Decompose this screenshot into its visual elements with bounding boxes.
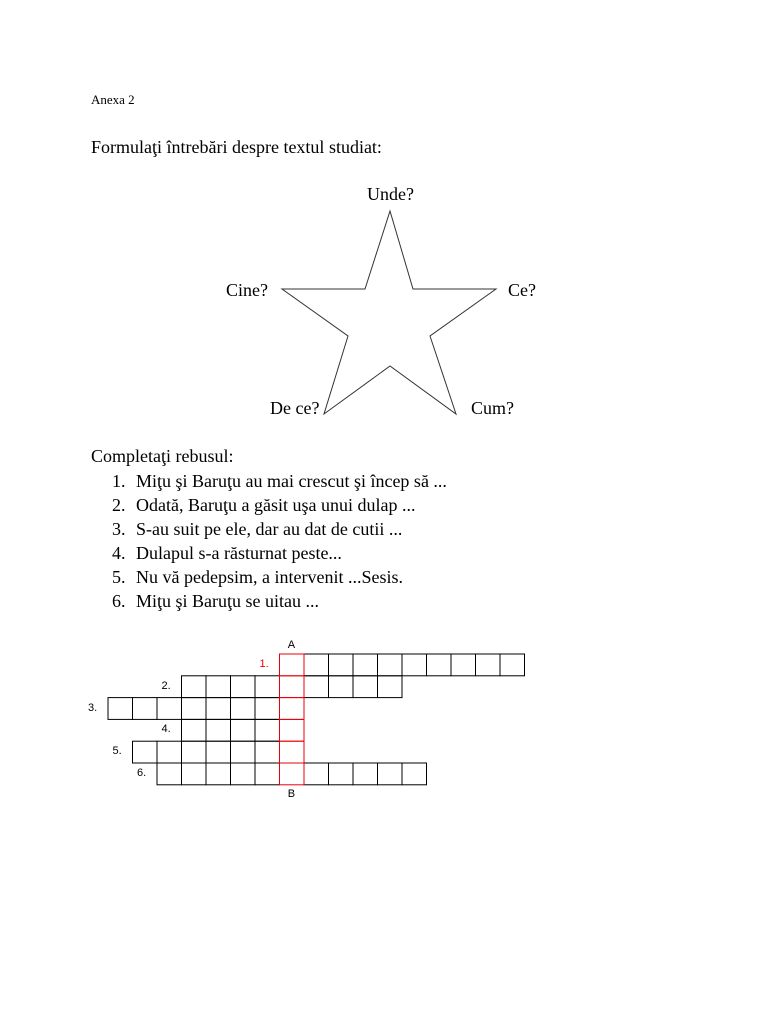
crossword-key-cell xyxy=(280,741,305,763)
key-column-top-label: A xyxy=(287,639,296,651)
crossword-cell xyxy=(182,763,207,785)
crossword-cell xyxy=(206,698,231,720)
crossword-cell xyxy=(378,654,403,676)
clue-number: 5. xyxy=(112,567,126,587)
crossword-cell xyxy=(206,719,231,741)
crossword-cell xyxy=(231,698,256,720)
crossword-cell xyxy=(255,698,280,720)
crossword-row-label: 5. xyxy=(112,745,122,758)
crossword-cell xyxy=(451,654,476,676)
crossword-cell xyxy=(206,763,231,785)
crossword-cell xyxy=(255,741,280,763)
annex-label: Anexa 2 xyxy=(91,92,135,107)
crossword-cell xyxy=(329,654,354,676)
star-label-top: Unde? xyxy=(367,184,414,204)
clue-number: 6. xyxy=(112,591,126,611)
clue-number: 4. xyxy=(112,543,126,563)
clue-text: Miţu şi Baruţu se uitau ... xyxy=(136,591,319,611)
clue-number: 1. xyxy=(112,471,126,491)
crossword-cell xyxy=(206,741,231,763)
crossword-cell xyxy=(133,741,158,763)
crossword-cell xyxy=(353,763,378,785)
crossword-cell xyxy=(255,676,280,698)
crossword-cell xyxy=(402,763,427,785)
crossword-row-label: 6. xyxy=(137,767,147,779)
clue-text: Miţu şi Baruţu au mai crescut şi încep să ... xyxy=(136,471,447,491)
crossword-cell xyxy=(182,676,207,698)
crossword-cell xyxy=(304,763,329,785)
star-label-right: Ce? xyxy=(508,280,536,300)
crossword-cell xyxy=(182,719,207,741)
crossword-cell xyxy=(157,741,182,763)
crossword-cell xyxy=(476,654,501,676)
crossword-cell xyxy=(231,719,256,741)
crossword-row-label: 3. xyxy=(88,701,98,714)
crossword-key-cell xyxy=(280,719,305,741)
crossword-cell xyxy=(353,676,378,698)
crossword-cell xyxy=(378,676,403,698)
crossword-cell xyxy=(255,763,280,785)
crossword-cell xyxy=(304,654,329,676)
crossword-row-label: 1. xyxy=(259,658,269,670)
star-label-bottom-left: De ce? xyxy=(270,398,320,418)
crossword-cell xyxy=(304,676,329,698)
crossword-cell xyxy=(206,676,231,698)
crossword-title: Completaţi rebusul: xyxy=(91,446,234,466)
clue-number: 2. xyxy=(112,495,126,515)
crossword-row-label: 4. xyxy=(161,723,171,736)
clue-text: Nu vă pedepsim, a intervenit ...Sesis. xyxy=(136,567,403,587)
crossword-cell xyxy=(329,763,354,785)
star-label-left: Cine? xyxy=(226,280,268,300)
crossword-row-label: 2. xyxy=(161,679,171,692)
crossword-cell xyxy=(157,698,182,720)
crossword-cell xyxy=(500,654,525,676)
star-label-bottom-right: Cum? xyxy=(471,398,514,418)
crossword-cell xyxy=(182,741,207,763)
crossword-cell xyxy=(329,676,354,698)
crossword-cell xyxy=(157,763,182,785)
crossword-cell xyxy=(353,654,378,676)
clue-text: Dulapul s-a răsturnat peste... xyxy=(136,543,342,563)
clue-text: Odată, Baruţu a găsit uşa unui dulap ... xyxy=(136,495,416,515)
crossword-cell xyxy=(378,763,403,785)
crossword-cell xyxy=(402,654,427,676)
crossword-cell xyxy=(133,698,158,720)
questions-heading: Formulaţi întrebări despre textul studiat: xyxy=(91,137,382,157)
crossword-cell xyxy=(427,654,452,676)
crossword-cell xyxy=(231,763,256,785)
crossword-cell xyxy=(255,719,280,741)
clue-number: 3. xyxy=(112,519,126,539)
clue-text: S-au suit pe ele, dar au dat de cutii ... xyxy=(136,519,403,539)
crossword-cell xyxy=(108,698,133,720)
crossword-key-cell xyxy=(280,698,305,720)
crossword-key-cell xyxy=(280,676,305,698)
key-column-bottom-label: B xyxy=(287,787,296,800)
crossword-key-cell xyxy=(280,763,305,785)
crossword-cell xyxy=(231,741,256,763)
crossword-cell xyxy=(182,698,207,720)
crossword-cell xyxy=(231,676,256,698)
crossword-key-cell xyxy=(280,654,305,676)
